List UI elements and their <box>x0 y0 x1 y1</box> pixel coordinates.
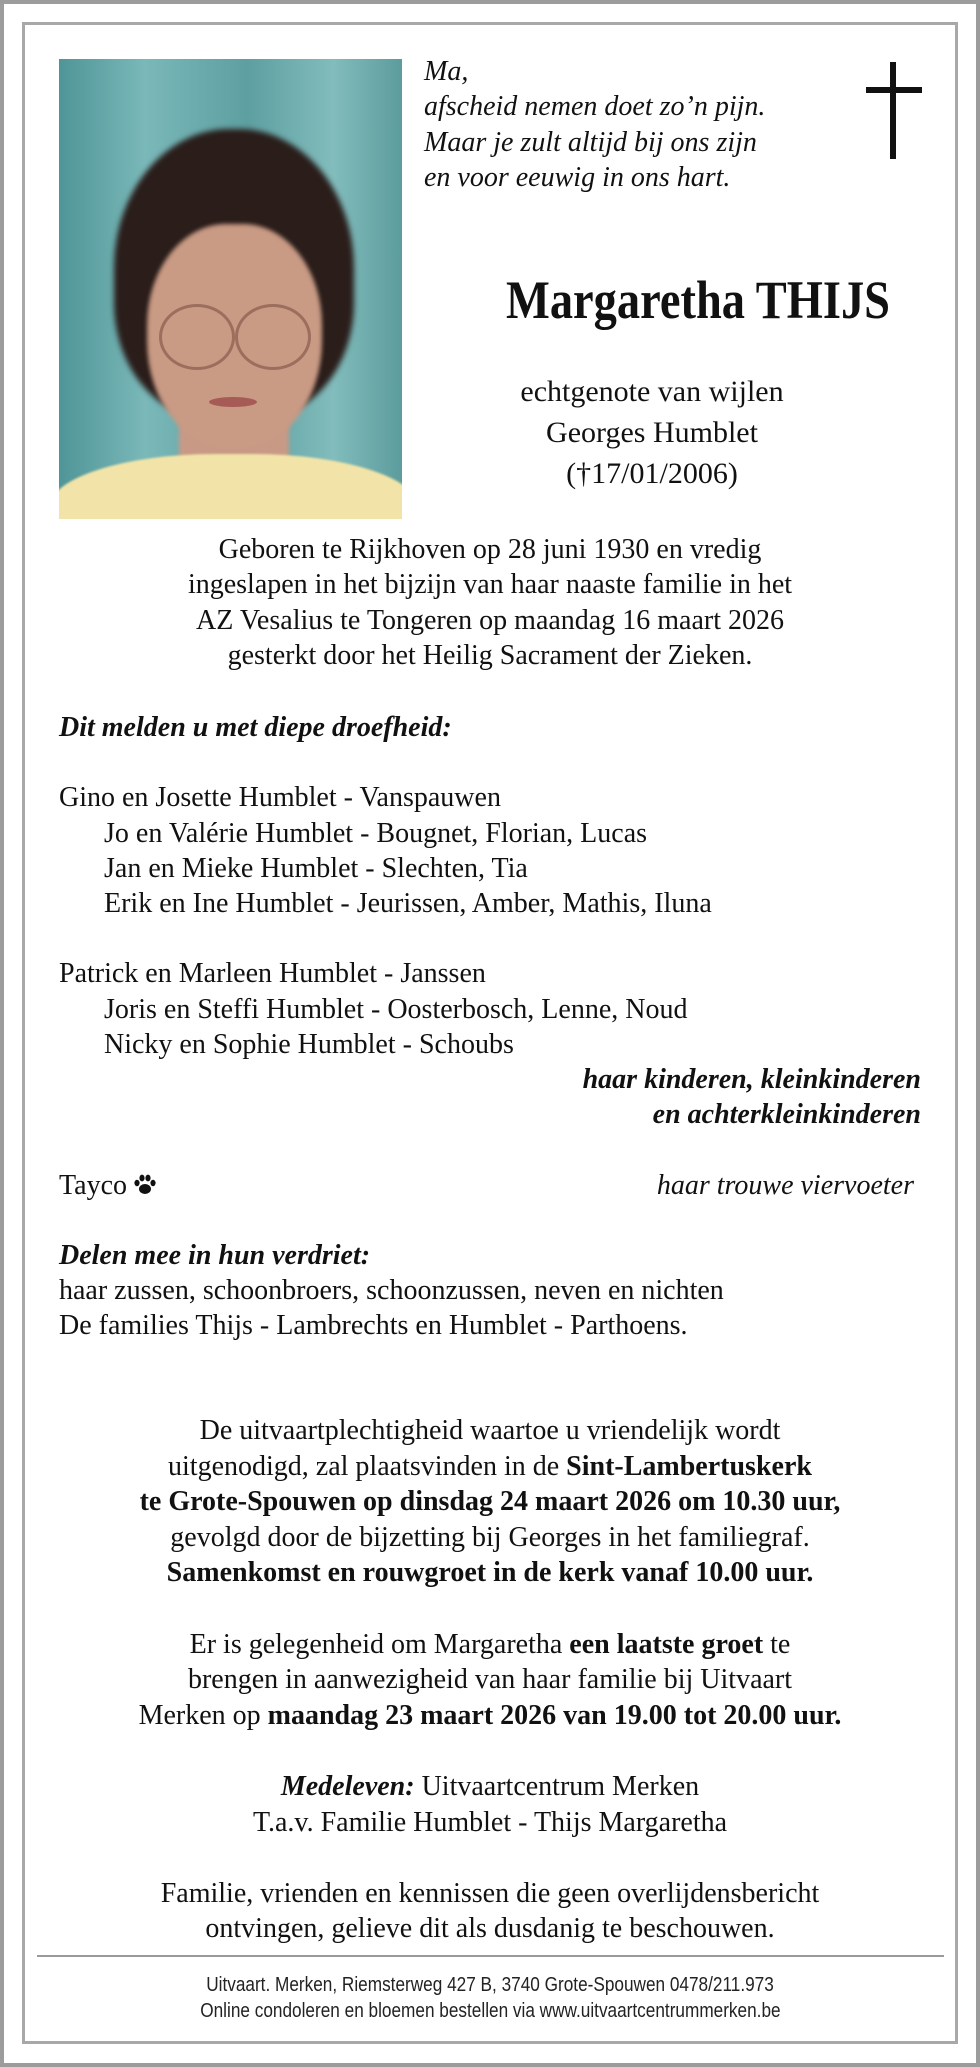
text-line <box>40 1627 940 1663</box>
footer-address: Uitvaart. Merken, Riemsterweg 427 B, 3740 Grote-Spouwen 0478/211.973 <box>206 1974 774 1996</box>
text-segment: Samenkomst en rouwgroet in de kerk vanaf 10.00 uur. <box>166 1557 814 1589</box>
family-line <box>59 1273 921 1308</box>
text-line <box>40 1840 940 1876</box>
text-segment <box>59 1205 66 1236</box>
family-line <box>59 851 921 886</box>
text-line <box>40 532 940 567</box>
text-segment: te <box>763 1628 791 1660</box>
text-line <box>40 1698 940 1734</box>
text-line <box>40 638 940 673</box>
funeral-info <box>40 1413 940 1947</box>
poem-line: Ma, <box>424 56 469 87</box>
text-segment: uitgenodigd, zal plaatsvinden in de <box>168 1450 567 1482</box>
text-line <box>40 1662 940 1698</box>
text-segment: Merken op <box>138 1699 268 1731</box>
poem-line: Maar je zult altijd bij ons zijn <box>424 126 757 158</box>
text-segment: Dit melden u met diepe droefheid: <box>59 712 452 743</box>
family-line <box>59 956 921 991</box>
text-line <box>40 1911 940 1947</box>
text-segment: Uitvaartcentrum Merken <box>414 1770 700 1802</box>
text-segment: De uitvaartplechtigheid waartoe u vriendelijk wordt <box>199 1415 781 1446</box>
family-line <box>59 1062 921 1097</box>
family-line <box>59 710 921 745</box>
birth-death-paragraph <box>40 532 940 673</box>
cross-icon <box>866 62 922 159</box>
text-line <box>40 1520 940 1556</box>
spouse-info <box>452 371 852 494</box>
text-segment: Familie, vrienden en kennissen die geen overlijdensbericht <box>160 1877 820 1909</box>
text-line <box>40 1555 940 1591</box>
pet-line <box>59 1168 921 1203</box>
text-segment: Patrick en Marleen Humblet - Janssen <box>59 958 486 990</box>
text-segment: ontvingen, gelieve dit als dusdanig te beschouwen. <box>205 1913 775 1945</box>
family-line <box>59 1027 921 1062</box>
portrait-photo <box>59 59 402 519</box>
text-segment <box>487 1842 494 1873</box>
text-segment: haar kinderen, kleinkinderen <box>582 1064 921 1096</box>
text-segment: een laatste groet <box>569 1628 764 1660</box>
pet-name <box>59 1168 157 1203</box>
text-segment <box>59 923 66 954</box>
spouse-line: echtgenote van wijlen <box>520 375 784 408</box>
family-line <box>59 745 921 780</box>
text-segment: Joris en Steffi Humblet - Oosterbosch, Lenne, Noud <box>104 993 688 1025</box>
text-line <box>40 567 940 602</box>
text-line <box>40 1876 940 1912</box>
text-segment: haar trouwe viervoeter <box>656 1169 914 1201</box>
spouse-line: Georges Humblet <box>546 416 758 449</box>
deceased-name: Margaretha THIJS <box>506 270 891 330</box>
text-segment: gesterkt door het Heilig Sacrament der Zieken. <box>227 639 753 671</box>
poem-line: afscheid nemen doet zo’n pijn. <box>424 91 766 123</box>
text-segment: Gino en Josette Humblet - Vanspauwen <box>59 782 501 814</box>
text-segment: AZ Vesalius te Tongeren op maandag 16 maart 2026 <box>196 604 784 636</box>
text-line <box>40 1769 940 1805</box>
text-segment: gevolgd door de bijzetting bij Georges in het familiegraf. <box>170 1521 810 1553</box>
family-line <box>59 921 921 956</box>
text-segment: en achterkleinkinderen <box>652 1099 921 1131</box>
text-segment: Nicky en Sophie Humblet - Schoubs <box>104 1028 514 1060</box>
paw-icon <box>133 1170 157 1192</box>
poem-line: en voor eeuwig in ons hart. <box>424 161 731 193</box>
family-line <box>59 1308 921 1343</box>
divider <box>37 1955 944 1957</box>
text-segment: Er is gelegenheid om Margaretha <box>189 1628 570 1660</box>
family-line <box>59 1132 921 1167</box>
family-line <box>59 1238 921 1273</box>
text-segment <box>487 1593 494 1624</box>
text-line <box>40 1733 940 1769</box>
pet-caption <box>657 1168 914 1203</box>
text-segment: Geboren te Rijkhoven op 28 juni 1930 en vredig <box>218 534 762 565</box>
text-segment: te Grote-Spouwen op dinsdag 24 maart 2026 om 10.30 uur, <box>139 1486 841 1518</box>
text-segment <box>59 1134 66 1165</box>
text-segment: Jan en Mieke Humblet - Slechten, Tia <box>104 852 528 884</box>
family-line <box>59 1097 921 1132</box>
family-line <box>59 780 921 815</box>
spouse-line: (†17/01/2006) <box>566 457 738 490</box>
text-line <box>40 1413 940 1449</box>
text-line <box>40 1449 940 1485</box>
text-segment: brengen in aanwezigheid van haar familie bij Uitvaart <box>187 1664 793 1696</box>
text-line <box>40 1591 940 1627</box>
text-segment: Medeleven: <box>280 1770 415 1802</box>
text-line <box>40 603 940 638</box>
family-line <box>59 992 921 1027</box>
text-segment <box>59 747 66 778</box>
footer <box>40 1972 940 2024</box>
text-segment: Tayco <box>59 1169 128 1201</box>
text-segment: Delen mee in hun verdriet: <box>59 1240 371 1272</box>
footer-website: Online condoleren en bloemen bestellen via www.uitvaartcentrummerken.be <box>199 2000 781 2022</box>
text-segment: Sint-Lambertuskerk <box>566 1450 812 1482</box>
text-segment: Jo en Valérie Humblet - Bougnet, Florian, Lucas <box>104 817 648 849</box>
text-segment: haar zussen, schoonbroers, schoonzussen, neven en nichten <box>59 1275 724 1307</box>
text-segment: Erik en Ine Humblet - Jeurissen, Amber, Mathis, Iluna <box>104 888 712 920</box>
text-segment: maandag 23 maart 2026 van 19.00 tot 20.00 uur. <box>267 1699 842 1731</box>
poem <box>424 54 765 195</box>
family-line <box>59 816 921 851</box>
text-line <box>40 1484 940 1520</box>
text-line <box>40 1805 940 1841</box>
text-segment <box>487 1735 494 1766</box>
family-line <box>59 886 921 921</box>
text-segment: ingeslapen in het bijzijn van haar naaste familie in het <box>187 569 793 601</box>
text-segment: T.a.v. Familie Humblet - Thijs Margaretha <box>252 1806 728 1838</box>
text-segment: De families Thijs - Lambrechts en Humblet - Parthoens. <box>59 1310 688 1342</box>
family-line <box>59 1203 921 1238</box>
family-list <box>59 710 921 1344</box>
